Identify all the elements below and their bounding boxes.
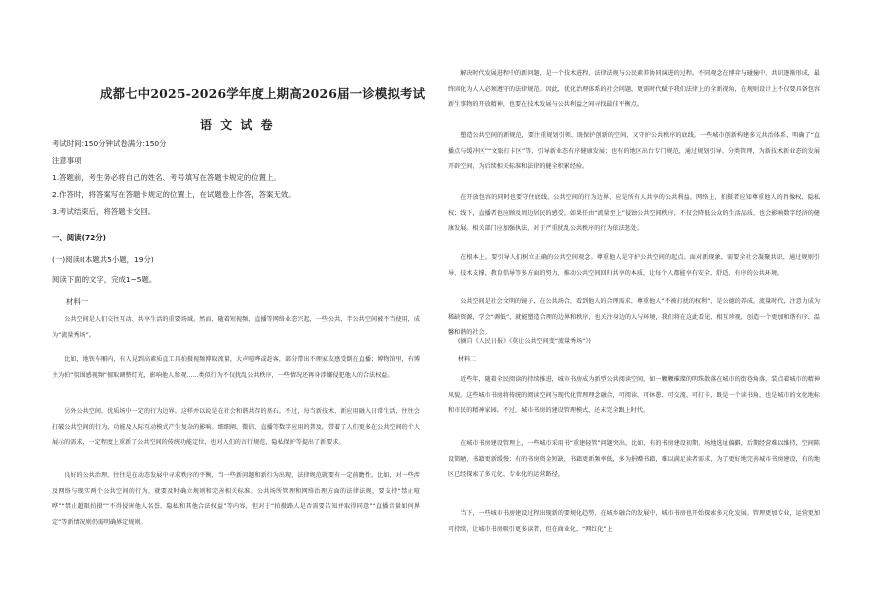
passage-paragraph: 比如，地铁车厢内，有人見到高素质直工具拍摄视频博取流量，大声喧哗或赶客，部分带出不理家友感受倒在直播；博物馆里，有博主为拍“氛围感视频”擅取调整灯光，影响他人参观……类似行为不仅扰乱公共秩序，一些情况还再身涉嫌侵犯他人的合法权益。 [52,356,420,379]
section-heading: 一、阅读(72分) [52,233,106,242]
subsection-heading: (一)阅读Ⅰ(本题共5小题，19分) [52,255,154,264]
page-title: 成都七中2025-2026学年度上期高2026届一诊模拟考试 [100,86,426,101]
passage-paragraph: 公共空间是人们交往互动、共享生活的重要场域。然而，随着短视频、直播等网络业态兴起，一些公共、半公共空间被不当使用，成为“流量秀场”。 [52,316,420,339]
exam-time-score: 考试时间:150分钟试卷满分:150分 [52,139,167,148]
source-citation: (摘自《人民日报》《莫让公共空间变“流量秀场”》) [458,338,591,345]
material-label: 材料一 [66,297,89,306]
passage-paragraph: 塑造公共空间的新规范，要注重规划引领、既保护创新的空间，又守护公共秩序的底线。一些城市创新构建多元共治体系，明确了“直播点与缓冲区”“文旅打卡区”等，引导新业态有序健康发展；也有的地区出台专门规范，通过规划引导、分类管理，为新技术新业态的发展开辟空间，为后续相关标准和法律的健全积累经验。 [448,132,820,170]
passage-paragraph: 在开放包容的同时也要守住底线。公共空间的行为边界，应是所有人共享的公共利益。网络上，拍摄者应知尊重他人的肖像权、隐私权；线下，直播者也应顾及周边居民的感受。如果任由“流量至上”侵蚀公共空间秩序，不仅会降低公众的生活品质，也会影响数字经济的健康发展。相关部门应加强执法，对于严重扰乱公共秩序的行为依法惩处。 [448,194,820,232]
passage-paragraph: 公共空间是社会文明的镜子，在公共场合，看到他人的合理需求，尊重他人“不被打扰的权利”，是公德的养成。流量时代，注意力成为稀缺资源，学会“调低”，就能塑造合理的边界和秩序，也关注身边的人与环境，我们将在这此看见、相互珍视，创造一个更加和谐有序、温馨和谐的社会。 [448,298,820,336]
passage-paragraph: 当下，一些城市书房建设过程出现新的要规化趋势，在城乡融合的发展中，城市书房也开始探索多元化发展。管理更加专业，运营更加可持续，让城市书房吸引更多读者，但在商业化、“网红化”上 [448,510,820,533]
notice-item: 2.作答时，将答案写在答题卡规定的位置上，在试题卷上作答，答案无效。 [52,190,296,199]
notice-heading: 注意事项 [52,156,82,165]
reading-instruction: 阅读下面的文字，完成1~5题。 [52,275,157,284]
passage-paragraph: 解决时代发展进程中的新问题，是一个技术进程、法律法规与公民素养协同演进的过程。不同观念在博弈与碰撞中，共识逐渐形成，最终固化为人人必须遵守的法律规范。因此，优化治理体系的社会问题，更需时代赋予我们法律上的全新视角，在规则设计上不仅要具备包容新生事物的开放精神，也要在技术发展与公共利益之间寻找最佳平衡点。 [448,70,820,108]
passage-paragraph: 良好的公共治理，往往是在动态发展中寻求秩序的平衡，当一些新问题和新行为出现，法律规范就要有一定前瞻性。比如，对一些涉及网络与现实两个公共空间的行为，就要及时确立规则和完善相关标准。公共场所管理和网络治理方面的法律法规，要支持“禁止喧哗”“禁止超限拍摄”“不得侵害他人名誉、隐私和其他合法权益”等内容，但对于“拍摄路人是否需要告知并取得同意”“直播音量如何界定”等新情况则仍需明确界定规则。 [52,472,420,526]
notice-item: 1.答题前，考生务必将自己的姓名、考号填写在答题卡规定的位置上。 [52,173,281,182]
subject-title: 语 文 试 卷 [200,118,275,132]
passage-paragraph: 在根本上，要引导人们树立正确的公共空间观念。尊重他人是守护公共空间的起点。面对新现象，需要全社会凝聚共识，通过规则引导、技术支撑、教育倡导等多方面的努力，推动公共空间回归共享的本质，让每个人都能享有安全、舒适、有序的公共环境。 [448,254,820,277]
passage-paragraph: 另外公共空间，优质场中一定的行为边界。这样并以说是在社会和谐共存的基石。不过，每当新技术、新应用融入日常生活，往往会打破公共空间的行为、功能及人际互动模式产生复杂的影响。细细阐、微信、直播等数字应用的普及，带着了人们更多在公共空间的个人展示的需求，一定程度上重新了公共空间的传统功能定位，也对人们的言行规范、隐私保护等提出了新要求。 [52,408,420,446]
passage-paragraph: 近些年，随着全民阅读的持续推进，城市书房成为新型公共阅读空间，如一颗颗璀璨的明珠散落在城市的街巷角落，装点着城市的精神风貌。这些城市书房将传统的阅读空间与现代化管理理念融合，可阅读、可休憩、可交流、可打卡，既是一个读书角，也是城市的文化地标和市民的精神家园。不过，城市书房的建设管理模式，还未完全跟上时代。 [448,376,820,414]
notice-item: 3.考试结束后，将答题卡交回。 [52,207,156,216]
passage-paragraph: 在城市书房建设管理上，一些城市采用书“重建轻管”问题突出。比如，有的书房建设初期，场地选址偏僻，后期经营难以维持，空间陈设简陋，书籍更新缓慢；有的书房资金短缺，书籍更新频率低，多为捐赠书籍，难以满足读者需求，为了更好地完善城市书房建设，有的地区已经探索了多元化、专业化的运营路径。 [448,440,820,478]
material-label: 材料二 [458,356,477,363]
